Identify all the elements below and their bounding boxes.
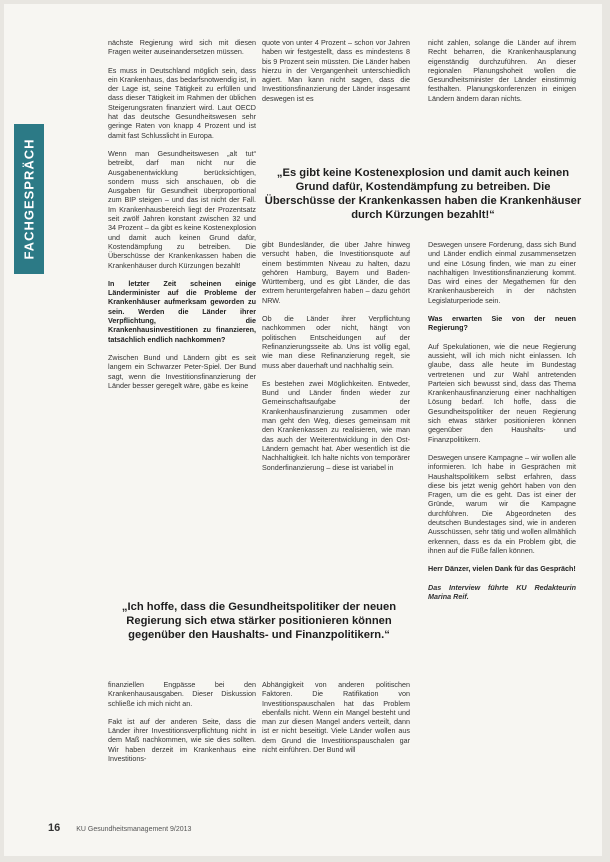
paragraph: Auf Spekulationen, wie die neue Regierung aussieht, will ich mich nicht einlassen. Ich glaube, dass alle heute im Bundestag vertretenen und zur Wahl antretenden Parteien sich bewusst sind, dass das Thema Krankenhausfinanzierung einer nachhaltigen Lösung bedarf. Ich hoffe, dass die Gesundheitspolitiker der neuen Regierung sich etwas stärker positionieren können gegenüber den Haushalts- und Finanzpolitikern. (428, 341, 576, 444)
interview-credit: Das Interview führte KU Redakteurin Marina Reif. (428, 582, 576, 601)
page-footer (48, 822, 191, 834)
column-1-bottom (108, 680, 256, 772)
paragraph: quote von unter 4 Prozent – schon vor Jahren haben wir festgestellt, dass es mindestens 8 bis 9 Prozent sein müssten. Die Länder haben hierzu in der Vergangenheit unterschiedlich agiert. Man kann nicht sagen, dass die Investitionsfinanzierung der Länder insgesamt deswegen ist es (262, 38, 410, 103)
column-3-main (428, 240, 576, 610)
column-1-top (108, 38, 256, 399)
paragraph: gibt Bundesländer, die über Jahre hinweg versucht haben, die Investitionsquote auf einem bestimmten Niveau zu halten, dazu gehören Hamburg, Bayern und Baden-Württemberg, und es gibt Länder, die das extrem heruntergefahren haben – dazu gehört NRW. (262, 240, 410, 305)
paragraph: Deswegen unsere Forderung, dass sich Bund und Länder endlich einmal zusammensetzen und eine Lösung finden, wie man zu einer nachhaltigen Investitionsfinanzierung kommt. Das wird eines der Megathemen für den Krankenhausbereich in der nächsten Legislaturperiode sein. (428, 240, 576, 305)
column-2-bottom (262, 680, 410, 763)
column-2-top (262, 38, 410, 112)
paragraph: Zwischen Bund und Ländern gibt es seit langem ein Schwarzer Peter-Spiel. Der Bund sagt, wenn die Investitionsfinanzierung der Länder besser geregelt wäre, gäbe es keine (108, 352, 256, 390)
paragraph: Es bestehen zwei Möglichkeiten. Entweder, Bund und Länder finden wieder zur Gemeinschaftsaufgabe der Krankenhausfinanzierung zusammen oder man geht den Weg, dieses gemeinsam mit den Krankenkassen zu realisieren, wie man das auch der Weiterentwicklung in den Ost-Ländern gemacht hat. Aber wesentlich ist die Nachhaltigkeit. Ich halte nichts von temporärer Sonderfinanzierung – diese ist variabel in (262, 378, 410, 472)
paragraph: Ob die Länder ihrer Verpflichtung nachkommen oder nicht, hängt von politischen Entscheidungen auf der Refinanzierungsseite ab. Uns ist völlig egal, wie man diese Refinanzierung regelt, sie muss aber dauerhaft und nachhaltig sein. (262, 314, 410, 370)
section-label: FACHGESPRÄCH (21, 138, 37, 260)
interview-question: Was erwarten Sie von der neuen Regierung? (428, 314, 576, 333)
paragraph: Fakt ist auf der anderen Seite, dass die Länder ihrer Investitionsverpflichtung nicht in dem Maß nachkommen, wie sie dies sollten. Wir haben derzeit im Krankenhaus eine Investitions- (108, 716, 256, 764)
paragraph: Deswegen unsere Kampagne – wir wollen alle informieren. Ich habe in Gesprächen mit Haushaltspolitikern selbst erfahren, dass diese bis jetzt wenig gehört haben von den Fragen, um die es geht. Das ist einer der Gründe, warum wir die Kampagne durchführen. Die Abgeordneten des deutschen Bundestages sind, wie in anderen Ausschüssen, sehr tätig und wollen allmählich erkennen, dass es da ein Problem gibt, die ihnen auf die Füße fallen können. (428, 452, 576, 555)
page-number: 16 (48, 822, 61, 834)
paragraph: nicht zahlen, solange die Länder auf ihrem Recht beharren, die Krankenhausplanung eigenständig durchzuführen. An dieser regionalen Planungshoheit wollen die Gesundheitsminister der Länder einstimmig festhalten. Planungskonferenzen in einigen Ländern ändern daran nichts. (428, 38, 576, 103)
column-2-mid (262, 240, 410, 481)
paragraph: Wenn man Gesundheitswesen „alt tut“ betreibt, darf man nicht nur die Ausgabenentwicklung berücksichtigen, sondern muss sich anschauen, ob die Ausgaben für Gesundheit überproportional zum BIP steigen – und das ist nicht der Fall. Im Krankenhausbereich liegt der Prozentsatz seit zwölf Jahren konstant zwischen 32 und 34 Prozent – da gibt es keine Kostenexplosion und damit auch keinen Grund dafür, Kostendämpfung zu betreiben. Die Überschüsse der Krankenkassen haben die Krankenhäuser durch Kürzungen bezahlt! (108, 148, 256, 270)
paragraph: nächste Regierung wird sich mit diesen Fragen weiter auseinandersetzen müssen. (108, 38, 256, 57)
paragraph: finanziellen Engpässe bei den Krankenhausausgaben. Dieser Diskussion schließe ich mich nicht an. (108, 680, 256, 708)
column-3-top (428, 38, 576, 112)
publication-name: KU Gesundheitsmanagement 9/2013 (76, 826, 192, 833)
paragraph: Es muss in Deutschland möglich sein, dass ein Krankenhaus, das bedarfsnotwendig ist, in der Lage ist, seine Tätigkeit zu erfüllen und dass dieser Tätigkeit im Rahmen der üblichen Steigerungsraten finanziert wird. Laut OECD hat das deutsche Gesundheitswesen sehr geringe Raten von knapp 4 Prozent und ist damit fast Schlusslicht in Europa. (108, 65, 256, 140)
pull-quote-2: „Ich hoffe, dass die Gesundheitspolitiker der neuen Regierung sich etwa stärker positionieren können gegenüber den Haushalts- und Finanzpolitikern.“ (121, 601, 397, 641)
closing-thanks: Herr Dänzer, vielen Dank für das Gespräch! (428, 564, 576, 574)
pull-quote-1: „Es gibt keine Kostenexplosion und damit auch keinen Grund dafür, Kostendämpfung zu betreiben. Die Überschüsse der Krankenkassen haben die Krankenhäuser durch Kürzungen bezahlt!“ (264, 167, 582, 221)
interview-question: In letzter Zeit scheinen einige Länderminister auf die Probleme der Krankenhäuser aufmerksam geworden zu sein. Werden die Länder ihrer Verpflichtung, die Krankenhausinvestitionen zu finanzieren, tatsächlich endlich nachkommen? (108, 278, 256, 344)
magazine-page (4, 4, 602, 856)
paragraph: Abhängigkeit von anderen politischen Faktoren. Die Ratifikation von Investitionspauschalen hat das Problem ebenfalls nicht. Wenn ein Mangel besteht und man zur diesen Mangel anders verteilt, dann ist er nicht beseitigt. Viele Länder wollen aus dem Grund die Investitionspauschalen gar nicht einführen. Der Bund will (262, 680, 410, 755)
section-tab (14, 124, 44, 274)
